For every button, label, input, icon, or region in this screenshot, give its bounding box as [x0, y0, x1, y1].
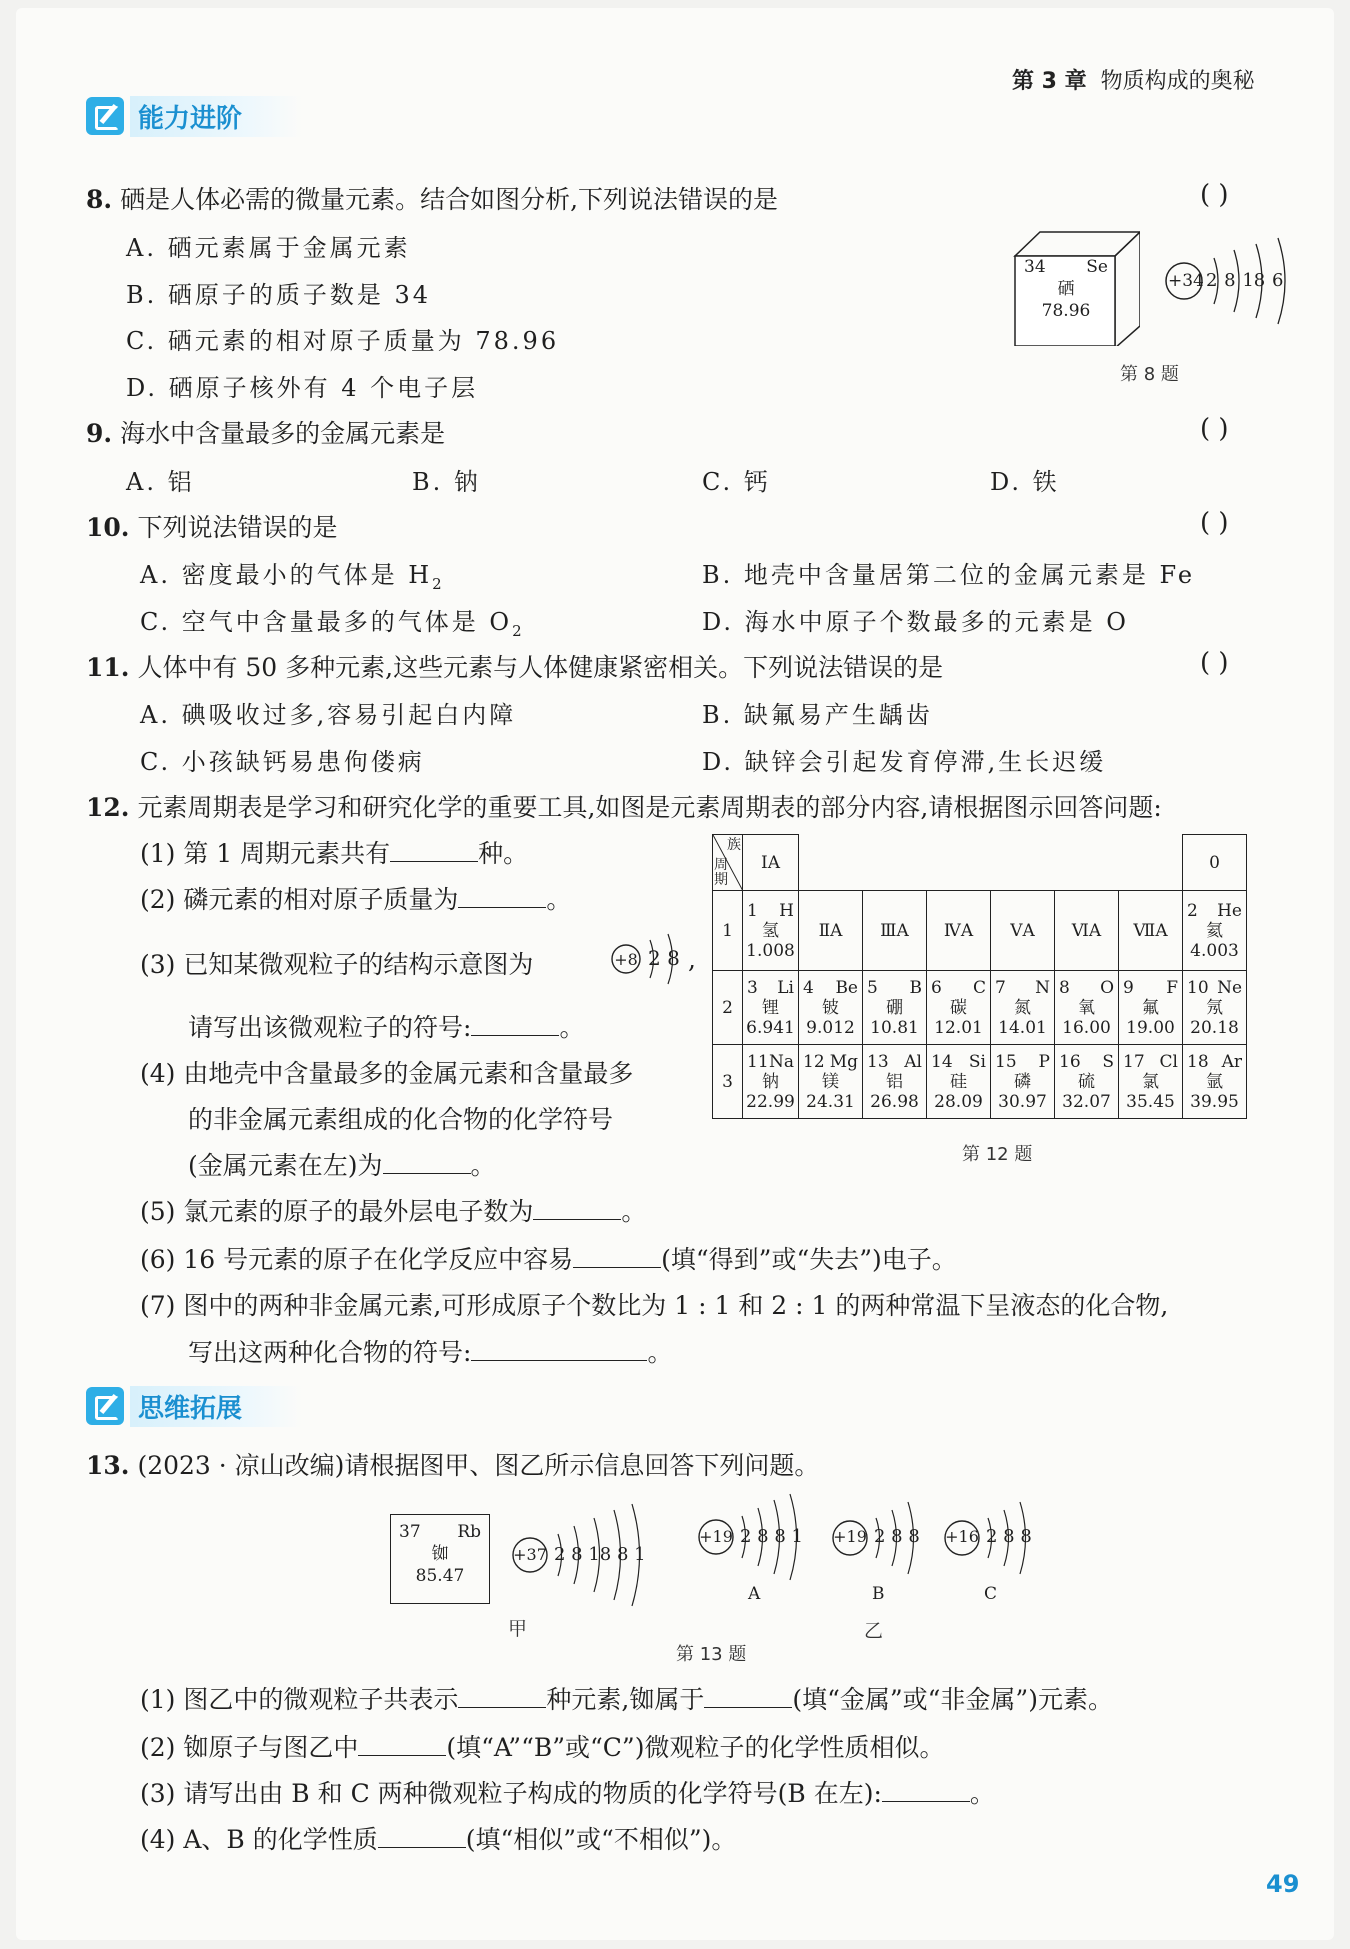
element-symbol: Se — [1086, 257, 1108, 277]
q12-part-3-cont: 请写出该微观粒子的符号: 。 — [188, 1013, 585, 1042]
particle-label-c: C — [984, 1584, 998, 1604]
electron-shells: 2 8 — [648, 946, 680, 970]
figure-caption: 第 13 题 — [676, 1644, 747, 1665]
group-header: 0 — [1183, 835, 1247, 891]
element-cell: 9 F 氟 19.00 — [1119, 971, 1183, 1045]
pencil-note-icon — [86, 1387, 124, 1425]
option-b: B. 地壳中含量居第二位的金属元素是 Fe — [702, 561, 1196, 589]
chapter-title: 物质构成的奥秘 — [1100, 69, 1255, 94]
option-c: C. 空气中含量最多的气体是 $O_2$ — [140, 608, 525, 640]
group-header: ⅤA — [991, 891, 1055, 971]
group-header: ⅢA — [863, 891, 927, 971]
option-b: B. 硒原子的质子数是 34 — [126, 281, 432, 309]
option-c: C. 小孩缺钙易患佝偻病 — [140, 748, 425, 776]
electron-shells: 2 8 8 — [874, 1526, 920, 1547]
option-c: C. 硒元素的相对原子质量为 78.96 — [126, 327, 560, 355]
element-cell: 13 Al 铝 26.98 — [863, 1045, 927, 1119]
option-b: B. 缺氟易产生龋齿 — [702, 701, 933, 729]
element-cell: 10 Ne 氖 20.18 — [1183, 971, 1247, 1045]
question-10-stem: 10. 下列说法错误的是 — [86, 513, 338, 542]
answer-bracket: ( ) — [1200, 508, 1229, 538]
q12-part-3: (3) 已知某微观粒子的结构示意图为 — [140, 950, 534, 979]
figure-caption: 第 8 题 — [1120, 364, 1179, 385]
element-cell: 14 Si 硅 28.09 — [927, 1045, 991, 1119]
label-yi: 乙 — [864, 1620, 884, 1642]
answer-bracket: ( ) — [1200, 180, 1229, 210]
nucleus-charge: +19 — [699, 1527, 733, 1546]
answer-blank[interactable] — [383, 1153, 471, 1174]
answer-blank[interactable] — [378, 1827, 466, 1848]
pencil-note-icon — [86, 97, 124, 135]
option-a: A. 碘吸收过多,容易引起白内障 — [140, 701, 517, 729]
particle-label-a: A — [748, 1584, 761, 1604]
period-label: 3 — [713, 1045, 743, 1119]
question-11-stem: 11. 人体中有 50 多种元素,这些元素与人体健康紧密相关。下列说法错误的是 — [86, 653, 944, 682]
element-cell: 5 B 硼 10.81 — [863, 971, 927, 1045]
q13-part-2: (2) 铷原子与图乙中 (填“A”“B”或“C”)微观粒子的化学性质相似。 — [140, 1733, 945, 1762]
option-d: D. 铁 — [990, 468, 1060, 496]
atomic-number: 37 — [399, 1522, 421, 1542]
answer-blank[interactable] — [458, 887, 546, 908]
element-name: 铷 — [431, 1544, 449, 1564]
chapter-header — [1012, 64, 1255, 95]
figure-caption: 第 12 题 — [962, 1144, 1033, 1165]
atomic-number: 34 — [1024, 257, 1046, 277]
q12-part-7-line2: 写出这两种化合物的符号: 。 — [188, 1338, 673, 1367]
question-13-stem: 13. (2023 · 凉山改编)请根据图甲、图乙所示信息回答下列问题。 — [86, 1451, 820, 1480]
q13-part-4: (4) A、B 的化学性质 (填“相似”或“不相似”)。 — [140, 1825, 737, 1854]
period-label: 2 — [713, 971, 743, 1045]
answer-blank[interactable] — [573, 1247, 661, 1268]
selenium-element-card — [1016, 256, 1116, 344]
option-d: D. 缺锌会引起发育停滞,生长迟缓 — [702, 748, 1107, 776]
element-cell: 4 Be 铍 9.012 — [799, 971, 863, 1045]
section-title: 能力进阶 — [130, 96, 302, 137]
question-9-stem: 9. 海水中含量最多的金属元素是 — [86, 419, 446, 448]
q12-part-1: (1) 第 1 周期元素共有 种。 — [140, 839, 529, 868]
element-symbol: Rb — [457, 1522, 481, 1542]
q12-part-4-line2: 的非金属元素组成的化合物的化学符号 — [188, 1105, 614, 1134]
section-title: 思维拓展 — [130, 1386, 302, 1427]
option-a: A. 铝 — [126, 468, 195, 496]
section-heading-ability — [86, 94, 302, 138]
answer-blank[interactable] — [358, 1735, 446, 1756]
question-8-stem: 8. 硒是人体必需的微量元素。结合如图分析,下列说法错误的是 — [86, 185, 779, 214]
group-header: ⅣA — [927, 891, 991, 971]
atomic-mass: 85.47 — [415, 1566, 465, 1586]
comma: , — [688, 945, 696, 974]
period-label: 1 — [713, 891, 743, 971]
answer-blank[interactable] — [471, 1340, 647, 1361]
option-a: A. 硒元素属于金属元素 — [126, 234, 411, 262]
group-header: ⅡA — [799, 891, 863, 971]
element-cell: 3 Li 锂 6.941 — [743, 971, 799, 1045]
q13-part-1: (1) 图乙中的微观粒子共表示 种元素,铷属于 (填“金属”或“非金属”)元素。 — [140, 1685, 1113, 1714]
nucleus-charge: +37 — [513, 1545, 547, 1564]
particle-label-b: B — [872, 1584, 885, 1604]
option-d: D. 硒原子核外有 4 个电子层 — [126, 374, 479, 402]
nucleus-charge: +16 — [945, 1527, 979, 1546]
group-header: IA — [743, 835, 799, 891]
element-cell: 18 Ar 氩 39.95 — [1183, 1045, 1247, 1119]
electron-shells: 2 8 8 — [986, 1526, 1032, 1547]
q13-part-3: (3) 请写出由 B 和 C 两种微观粒子构成的物质的化学符号(B 在左): 。 — [140, 1779, 995, 1808]
q12-part-4-line3: (金属元素在左)为 。 — [188, 1151, 496, 1180]
answer-blank[interactable] — [704, 1687, 792, 1708]
q12-part-2: (2) 磷元素的相对原子质量为 。 — [140, 885, 572, 914]
atomic-mass: 78.96 — [1041, 301, 1091, 321]
answer-blank[interactable] — [882, 1781, 970, 1802]
element-cell: 8 O 氧 16.00 — [1055, 971, 1119, 1045]
element-cell-h: 1 H 氢 1.008 — [743, 891, 799, 971]
answer-blank[interactable] — [471, 1015, 559, 1036]
nucleus-charge: +8 — [614, 950, 638, 969]
q12-part-6: (6) 16 号元素的原子在化学反应中容易 (填“得到”或“失去”)电子。 — [140, 1245, 957, 1274]
q12-part-7: (7) 图中的两种非金属元素,可形成原子个数比为 1 : 1 和 2 : 1 的两种常温下呈液态的化合物, — [140, 1291, 1169, 1320]
option-b: B. 钠 — [412, 468, 481, 496]
element-cell-he: 2 He 氦 4.003 — [1183, 891, 1247, 971]
element-cell: 17 Cl 氯 35.45 — [1119, 1045, 1183, 1119]
element-cell: 7 N 氮 14.01 — [991, 971, 1055, 1045]
label-jia: 甲 — [508, 1618, 528, 1640]
electron-shells: 2 8 8 1 — [740, 1526, 803, 1547]
answer-blank[interactable] — [390, 841, 478, 862]
nucleus-charge: +19 — [833, 1527, 867, 1546]
answer-blank[interactable] — [458, 1687, 546, 1708]
element-cell: 6 C 碳 12.01 — [927, 971, 991, 1045]
option-c: C. 钙 — [702, 468, 771, 496]
q12-part-4: (4) 由地壳中含量最多的金属元素和含量最多 — [140, 1059, 634, 1088]
option-a: A. 密度最小的气体是 $H_2$ — [140, 561, 445, 593]
table-corner: 族 周期 — [713, 835, 743, 891]
group-header: ⅦA — [1119, 891, 1183, 971]
answer-bracket: ( ) — [1200, 414, 1229, 444]
page-number: 49 — [1266, 1870, 1300, 1898]
electron-shells: 2 8 18 6 — [1206, 270, 1284, 291]
nucleus-charge: +34 — [1168, 271, 1204, 291]
q12-part-5: (5) 氯元素的原子的最外层电子数为 。 — [140, 1197, 647, 1226]
periodic-table — [712, 834, 1247, 1119]
element-cell: 15 P 磷 30.97 — [991, 1045, 1055, 1119]
element-cell: 11 Na 钠 22.99 — [743, 1045, 799, 1119]
chapter-number: 第 3 章 — [1012, 69, 1087, 94]
option-d: D. 海水中原子个数最多的元素是 O — [702, 608, 1129, 636]
element-name: 硒 — [1057, 279, 1075, 299]
section-heading-thinking — [86, 1384, 302, 1428]
rubidium-element-card — [390, 1514, 490, 1604]
element-cell: 12 Mg 镁 24.31 — [799, 1045, 863, 1119]
electron-shells: 2 8 18 8 1 — [554, 1544, 646, 1565]
question-12-stem: 12. 元素周期表是学习和研究化学的重要工具,如图是元素周期表的部分内容,请根据图示回答问题: — [86, 793, 1162, 822]
answer-blank[interactable] — [533, 1199, 621, 1220]
group-header: ⅥA — [1055, 891, 1119, 971]
element-cell: 16 S 硫 32.07 — [1055, 1045, 1119, 1119]
answer-bracket: ( ) — [1200, 648, 1229, 678]
